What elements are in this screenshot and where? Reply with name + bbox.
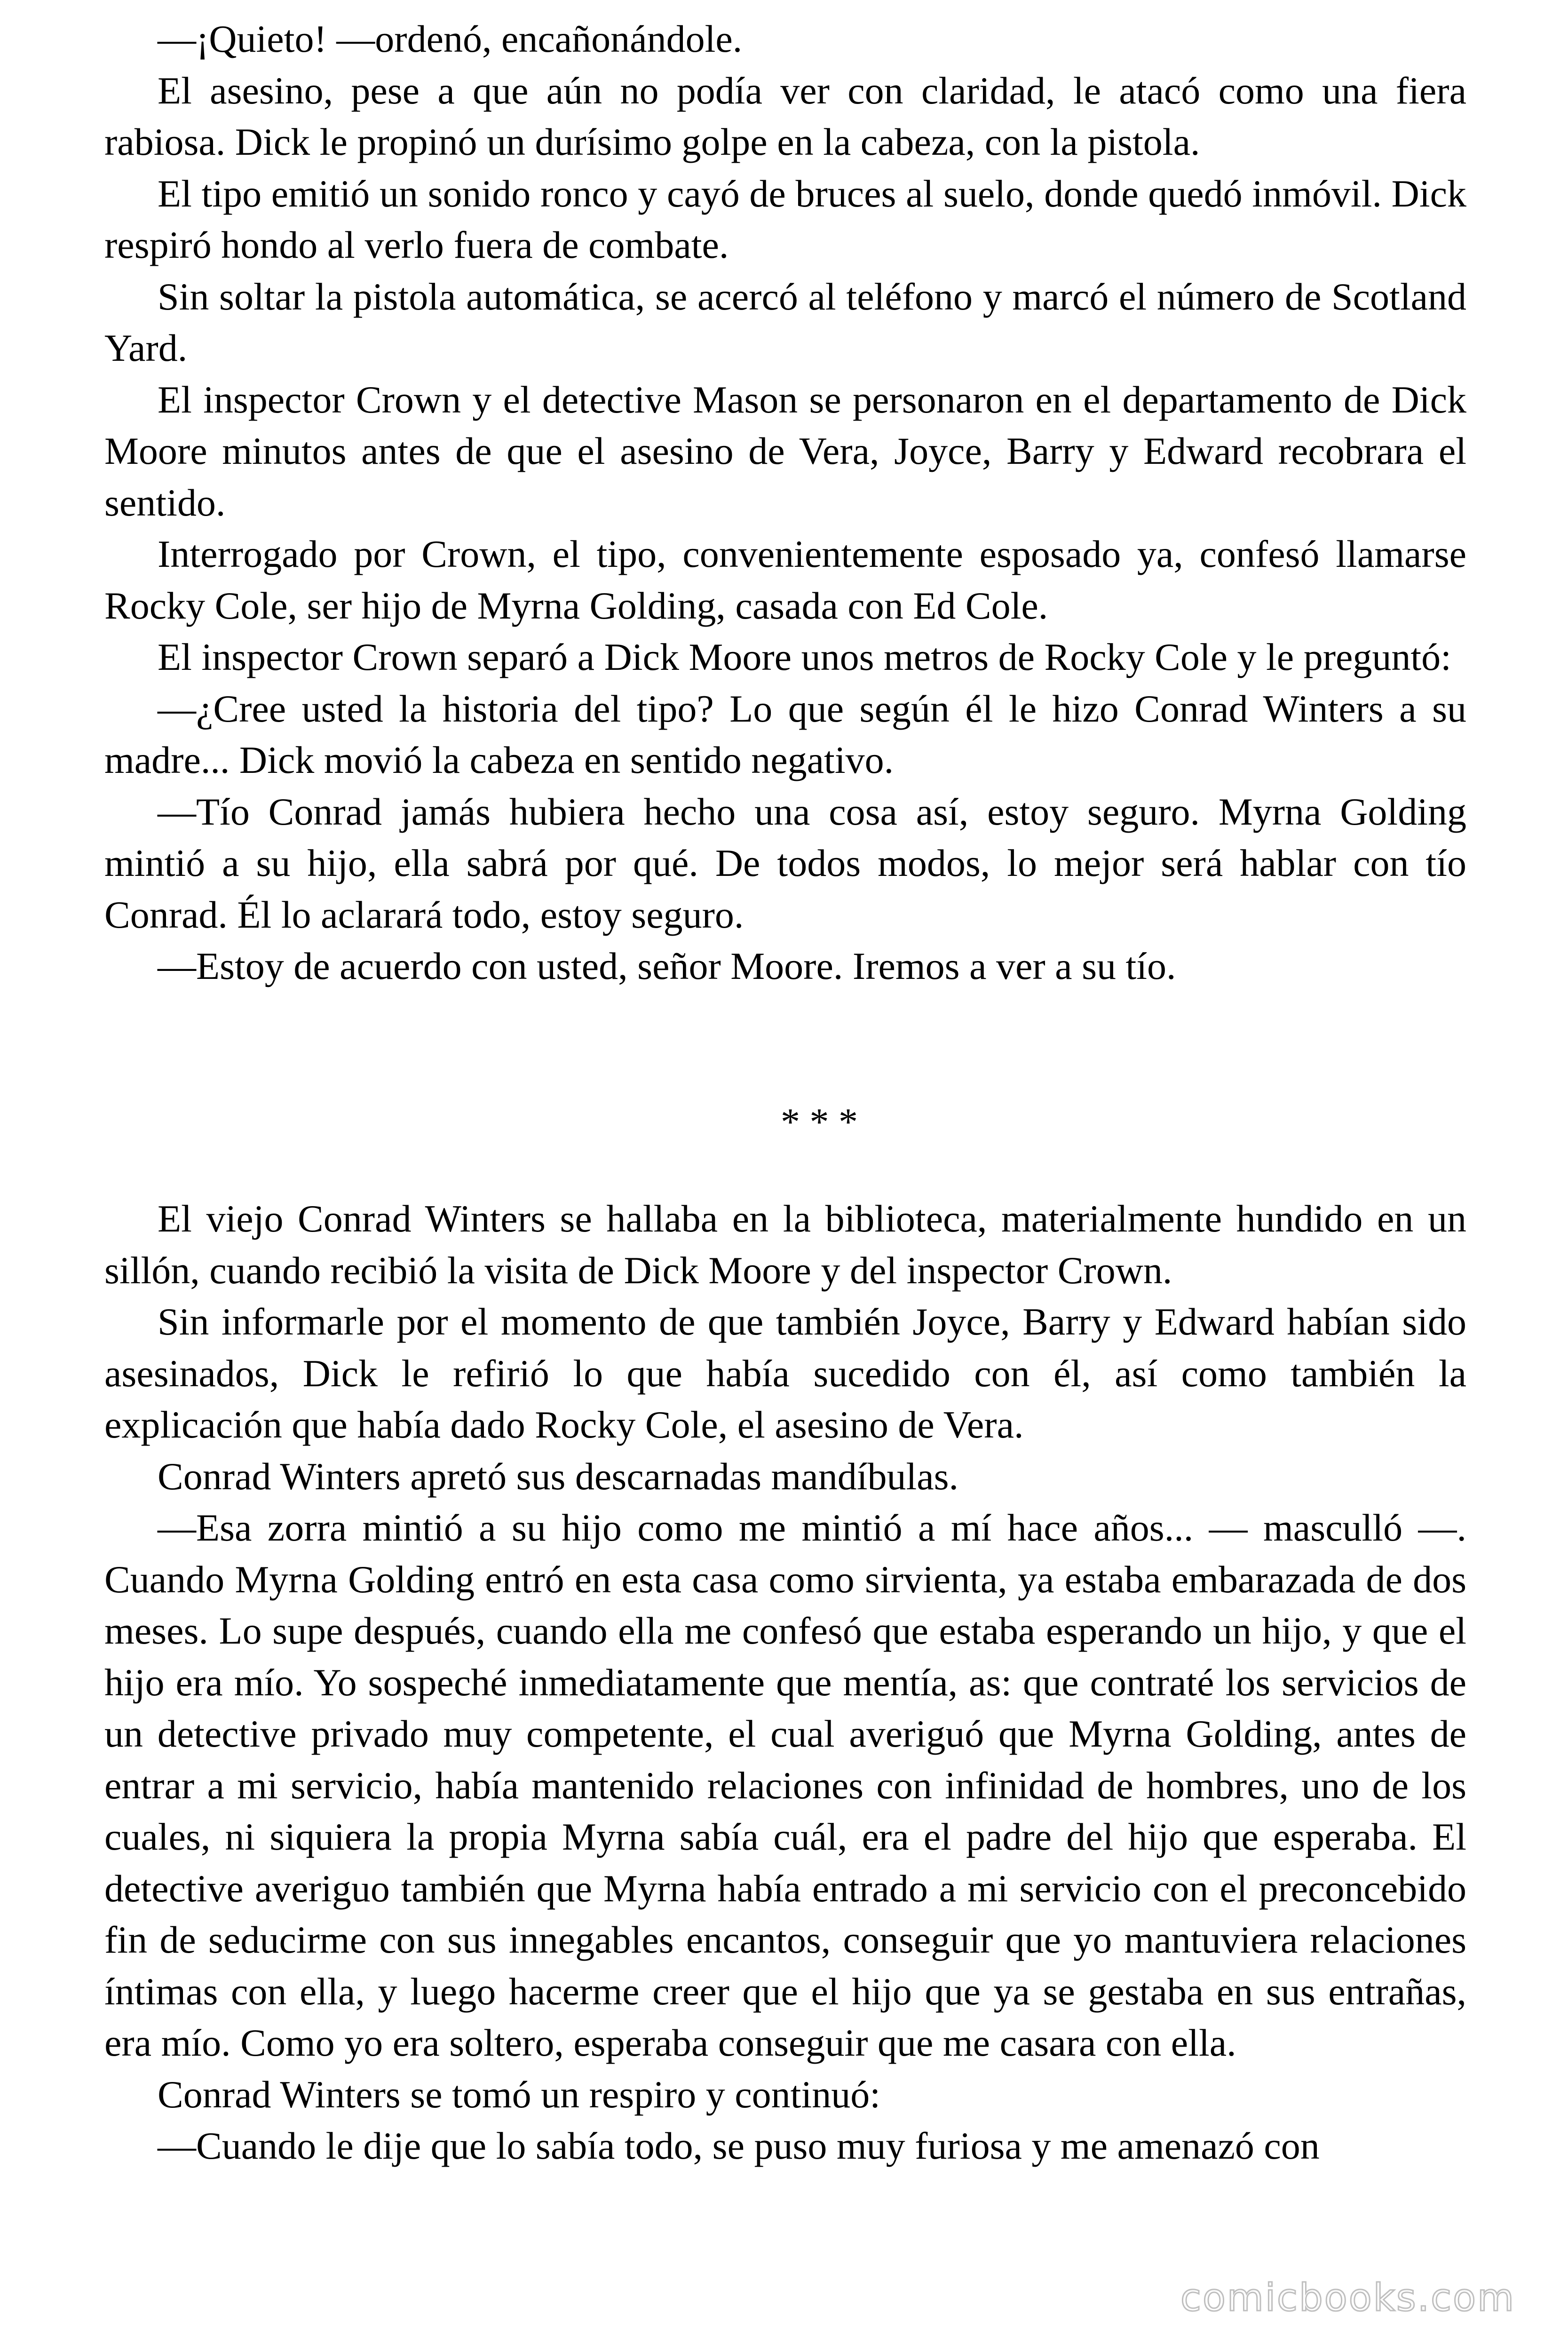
top-text-block [104,13,1466,992]
paragraph: —Tío Conrad jamás hubiera hecho una cosa así, estoy seguro. Myrna Golding mintió a su hijo, ella sabrá por qué. De todos modos, lo mejor será hablar con tío Conrad. Él lo aclarará todo, estoy seguro. [104,790,1466,936]
paragraph: —Cuando le dije que lo sabía todo, se puso muy furiosa y me amenazó con [158,2124,1320,2167]
paragraph: El inspector Crown y el detective Mason se personaron en el departamento de Dick Moore minutos antes de que el asesino de Vera, Joyce, Barry y Edward recobrara el sentido. [104,378,1466,524]
watermark: comicbooks.com [1180,2276,1515,2320]
paragraph: Sin informarle por el momento de que también Joyce, Barry y Edward habían sido asesinados, Dick le refirió lo que había sucedido con él, así como también la explicación que había dado Rocky Cole, el asesino de Vera. [104,1300,1466,1446]
paragraph: Conrad Winters apretó sus descarnadas mandíbulas. [158,1454,959,1498]
scene-break: * * * [781,1100,858,1143]
paragraph: El tipo emitió un sonido ronco y cayó de bruces al suelo, donde quedó inmóvil. Dick respiró hondo al verlo fuera de combate. [104,172,1466,266]
paragraph: —Esa zorra mintió a su hijo como me mintió a mí hace años... — masculló —. Cuando Myrna Golding entró en esta casa como sirvienta, ya estaba embarazada de dos meses. Lo supe después, cuando ella me confesó que estaba esperando un hijo, y que el hijo era mío. Yo sospeché inmediatamente que mentía, as: que contraté los servicios de un detective privado muy competente, el cual averiguó que Myrna Golding, antes de entrar a mi servicio, había mantenido relaciones con infinidad de hombres, uno de los cuales, ni siquiera la propia Myrna sabía cuál, era el padre del hijo que esperaba. El detective averiguo también que Myrna había entrado a mi servicio con el preconcebido fin de seducirme con sus innegables encantos, conseguir que yo mantuviera relaciones íntimas con ella, y luego hacerme creer que el hijo que ya se gestaba en sus entrañas, era mío. Como yo era soltero, esperaba conseguir que me casara con ella. [104,1506,1466,2064]
paragraph: Interrogado por Crown, el tipo, convenientemente esposado ya, confesó llamarse Rocky Cole, ser hijo de Myrna Golding, casada con Ed Cole. [104,532,1466,627]
paragraph: Conrad Winters se tomó un respiro y continuó: [158,2073,881,2116]
paragraph: —¿Cree usted la historia del tipo? Lo que según él le hizo Conrad Winters a su madre... Dick movió la cabeza en sentido negativo. [104,687,1466,781]
paragraph: Sin soltar la pistola automática, se acercó al teléfono y marcó el número de Scotland Yard. [104,275,1466,369]
paragraph: El viejo Conrad Winters se hallaba en la biblioteca, materialmente hundido en un sillón, cuando recibió la visita de Dick Moore y del inspector Crown. [104,1197,1466,1292]
paragraph: El inspector Crown separó a Dick Moore unos metros de Rocky Cole y le preguntó: [158,636,1451,678]
paragraph: —¡Quieto! —ordenó, encañonándole. [158,17,743,60]
paragraph: —Estoy de acuerdo con usted, señor Moore. Iremos a ver a su tío. [158,945,1176,987]
paragraph: El asesino, pese a que aún no podía ver con claridad, le atacó como una fiera rabiosa. Dick le propinó un durísimo golpe en la cabeza, con la pistola. [104,69,1466,163]
bottom-text-block [104,1193,1466,2172]
